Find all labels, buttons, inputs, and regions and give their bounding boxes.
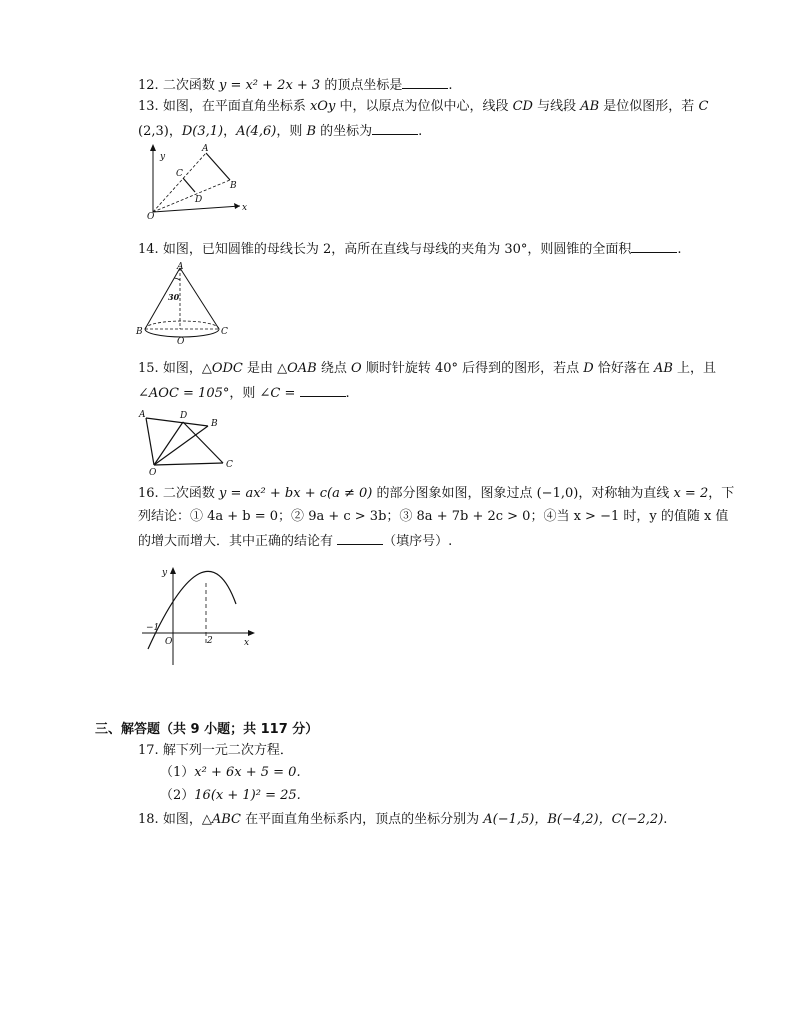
answer-blank xyxy=(631,240,677,253)
formula: y = ax² + bx + c(a ≠ 0) xyxy=(218,486,373,501)
question-text: 绕点 xyxy=(316,361,352,376)
answer-blank xyxy=(402,76,448,89)
question-number: 15. xyxy=(138,361,159,376)
question-17-part-2 xyxy=(160,788,301,804)
point-coordinates: A(−1,5)，B(−4,2)，C(−2,2) xyxy=(483,812,664,827)
segment-oc xyxy=(154,463,223,465)
angle-equation: ∠AOC = 105° xyxy=(138,386,230,401)
question-text: 如图，已知圆锥的母线长为 2，高所在直线与母线的夹角为 30°，则圆锥的全面积 xyxy=(162,242,632,257)
apex-label: A xyxy=(177,262,184,272)
point-o-label: O xyxy=(149,468,157,477)
segment-oa xyxy=(146,418,154,465)
question-17 xyxy=(138,743,293,759)
y-axis-label: y xyxy=(162,568,168,578)
x-axis xyxy=(153,206,240,212)
segment-label: AB xyxy=(580,99,600,114)
segment-ab xyxy=(146,418,208,426)
question-text: 恰好落在 xyxy=(593,361,654,376)
triangle-label: △ABC xyxy=(201,812,241,827)
question-number: 17. xyxy=(138,743,159,758)
question-text: 如图， xyxy=(162,361,202,376)
point-b-label: B xyxy=(136,327,143,337)
answer-blank xyxy=(372,122,418,135)
point-label: C xyxy=(698,99,709,114)
symmetry-value-label: 2 xyxy=(207,636,213,646)
question-number: 18. xyxy=(138,812,159,827)
question-text: 的顶点坐标是 xyxy=(320,78,403,93)
figure-q13-similar-segments xyxy=(140,140,250,220)
segment-od xyxy=(154,422,183,465)
triangle-label: △ODC xyxy=(201,361,243,376)
question-12 xyxy=(138,76,452,94)
part-label: （2） xyxy=(160,788,195,803)
point-a-label: A xyxy=(202,144,209,154)
equation: x² + 6x + 5 = 0. xyxy=(194,765,301,780)
question-number: 13. xyxy=(138,99,159,114)
origin-label: O xyxy=(165,637,173,647)
question-16-line-3 xyxy=(138,532,452,550)
question-text: 中，以原点为位似中心，线段 xyxy=(335,99,513,114)
point-coordinate: A(4,6) xyxy=(236,124,277,139)
question-13-line-2 xyxy=(138,122,422,140)
period: . xyxy=(448,78,453,93)
question-16-line-2 xyxy=(138,509,728,525)
figure-q16-parabola xyxy=(140,563,260,668)
question-text: 的增大而增大．其中正确的结论有 xyxy=(138,534,338,549)
question-text: ， xyxy=(223,124,237,139)
question-text: 是位似图形，若 xyxy=(599,99,699,114)
figure-q15-rotated-triangles xyxy=(138,405,243,477)
question-text: （填序号）. xyxy=(383,534,453,549)
period: . xyxy=(345,386,350,401)
question-13-line-1 xyxy=(138,99,708,115)
equation: 16(x + 1)² = 25. xyxy=(194,788,301,803)
point-label: D xyxy=(583,361,594,376)
base-back-arc xyxy=(145,321,219,329)
point-label: O xyxy=(351,361,362,376)
question-text: (2,3)， xyxy=(138,124,182,139)
x-axis-label: x xyxy=(244,638,250,648)
point-b-label: B xyxy=(211,419,218,429)
origin-label: O xyxy=(147,212,155,220)
segment-label: CD xyxy=(512,99,533,114)
formula: y = x² + 2x + 3 xyxy=(218,78,321,93)
question-text: ，下 xyxy=(708,486,735,501)
question-15-line-1 xyxy=(138,361,716,377)
x-axis-label: x xyxy=(242,203,248,213)
question-text: 如图，在平面直角坐标系 xyxy=(162,99,310,114)
question-text: 是由 xyxy=(242,361,278,376)
question-text: ，则 xyxy=(276,124,307,139)
y-axis-label: y xyxy=(160,152,166,162)
angle-expression: ∠C = xyxy=(259,386,300,401)
angle-arc xyxy=(174,278,180,280)
parabola-curve xyxy=(148,571,236,649)
question-14 xyxy=(138,240,682,258)
variable: xOy xyxy=(309,99,336,114)
answer-blank xyxy=(337,532,383,545)
segment-cd xyxy=(183,178,195,192)
x-axis-arrow xyxy=(248,630,255,636)
point-d-label: D xyxy=(180,411,188,421)
question-15-line-2 xyxy=(138,384,350,402)
figure-q14-cone xyxy=(135,260,235,348)
root-label: −1 xyxy=(146,623,160,633)
y-axis-arrow xyxy=(150,144,156,151)
question-18 xyxy=(138,812,667,828)
triangle-label: △OAB xyxy=(277,361,317,376)
question-17-part-1 xyxy=(160,765,301,781)
point-d-label: D xyxy=(195,195,203,205)
question-text: ，则 xyxy=(229,386,260,401)
base-front-arc xyxy=(145,329,219,337)
question-text: 列结论：① 4a + b = 0；② 9a + c > 3b；③ 8a + 7b + 2c > 0；④当 x > −1 时，y 的值随 x 值 xyxy=(138,509,729,524)
x-axis-arrow xyxy=(234,203,240,209)
period: . xyxy=(663,812,668,827)
question-text: 与线段 xyxy=(532,99,581,114)
question-text: 顺时针旋转 40° 后得到的图形，若点 xyxy=(361,361,584,376)
segment-ob xyxy=(154,426,208,465)
point-label: B xyxy=(306,124,317,139)
answer-blank xyxy=(300,384,346,397)
question-text: 如图， xyxy=(162,812,202,827)
period: . xyxy=(677,242,682,257)
point-b-label: B xyxy=(230,181,237,191)
part-label: （1） xyxy=(160,765,195,780)
point-coordinate: D(3,1) xyxy=(181,124,224,139)
y-axis-arrow xyxy=(170,567,176,574)
question-text: 的坐标为 xyxy=(316,124,373,139)
point-c-label: C xyxy=(176,169,183,179)
point-a-label: A xyxy=(139,410,146,420)
point-c-label: C xyxy=(226,460,233,470)
point-c-label: C xyxy=(221,327,228,337)
question-text: 二次函数 xyxy=(162,486,219,501)
center-label: O xyxy=(177,337,185,347)
question-text: 上，且 xyxy=(672,361,717,376)
question-text: 二次函数 xyxy=(162,78,219,93)
period: . xyxy=(418,124,423,139)
question-number: 14. xyxy=(138,242,159,257)
question-number: 12. xyxy=(138,78,159,93)
segment-label: AB xyxy=(653,361,673,376)
slant-line-ac xyxy=(180,268,219,329)
segment-ab xyxy=(206,153,230,180)
question-16-line-1 xyxy=(138,486,734,502)
section-heading: 三、解答题（共 9 小题；共 117 分） xyxy=(95,722,319,737)
angle-label: 30 xyxy=(168,292,180,302)
question-number: 16. xyxy=(138,486,159,501)
question-text: 的部分图象如图，图象过点 (−1,0)，对称轴为直线 xyxy=(372,486,674,501)
axis-equation: x = 2 xyxy=(673,486,709,501)
question-text: 在平面直角坐标系内，顶点的坐标分别为 xyxy=(240,812,484,827)
question-text: 解下列一元二次方程． xyxy=(162,743,293,758)
